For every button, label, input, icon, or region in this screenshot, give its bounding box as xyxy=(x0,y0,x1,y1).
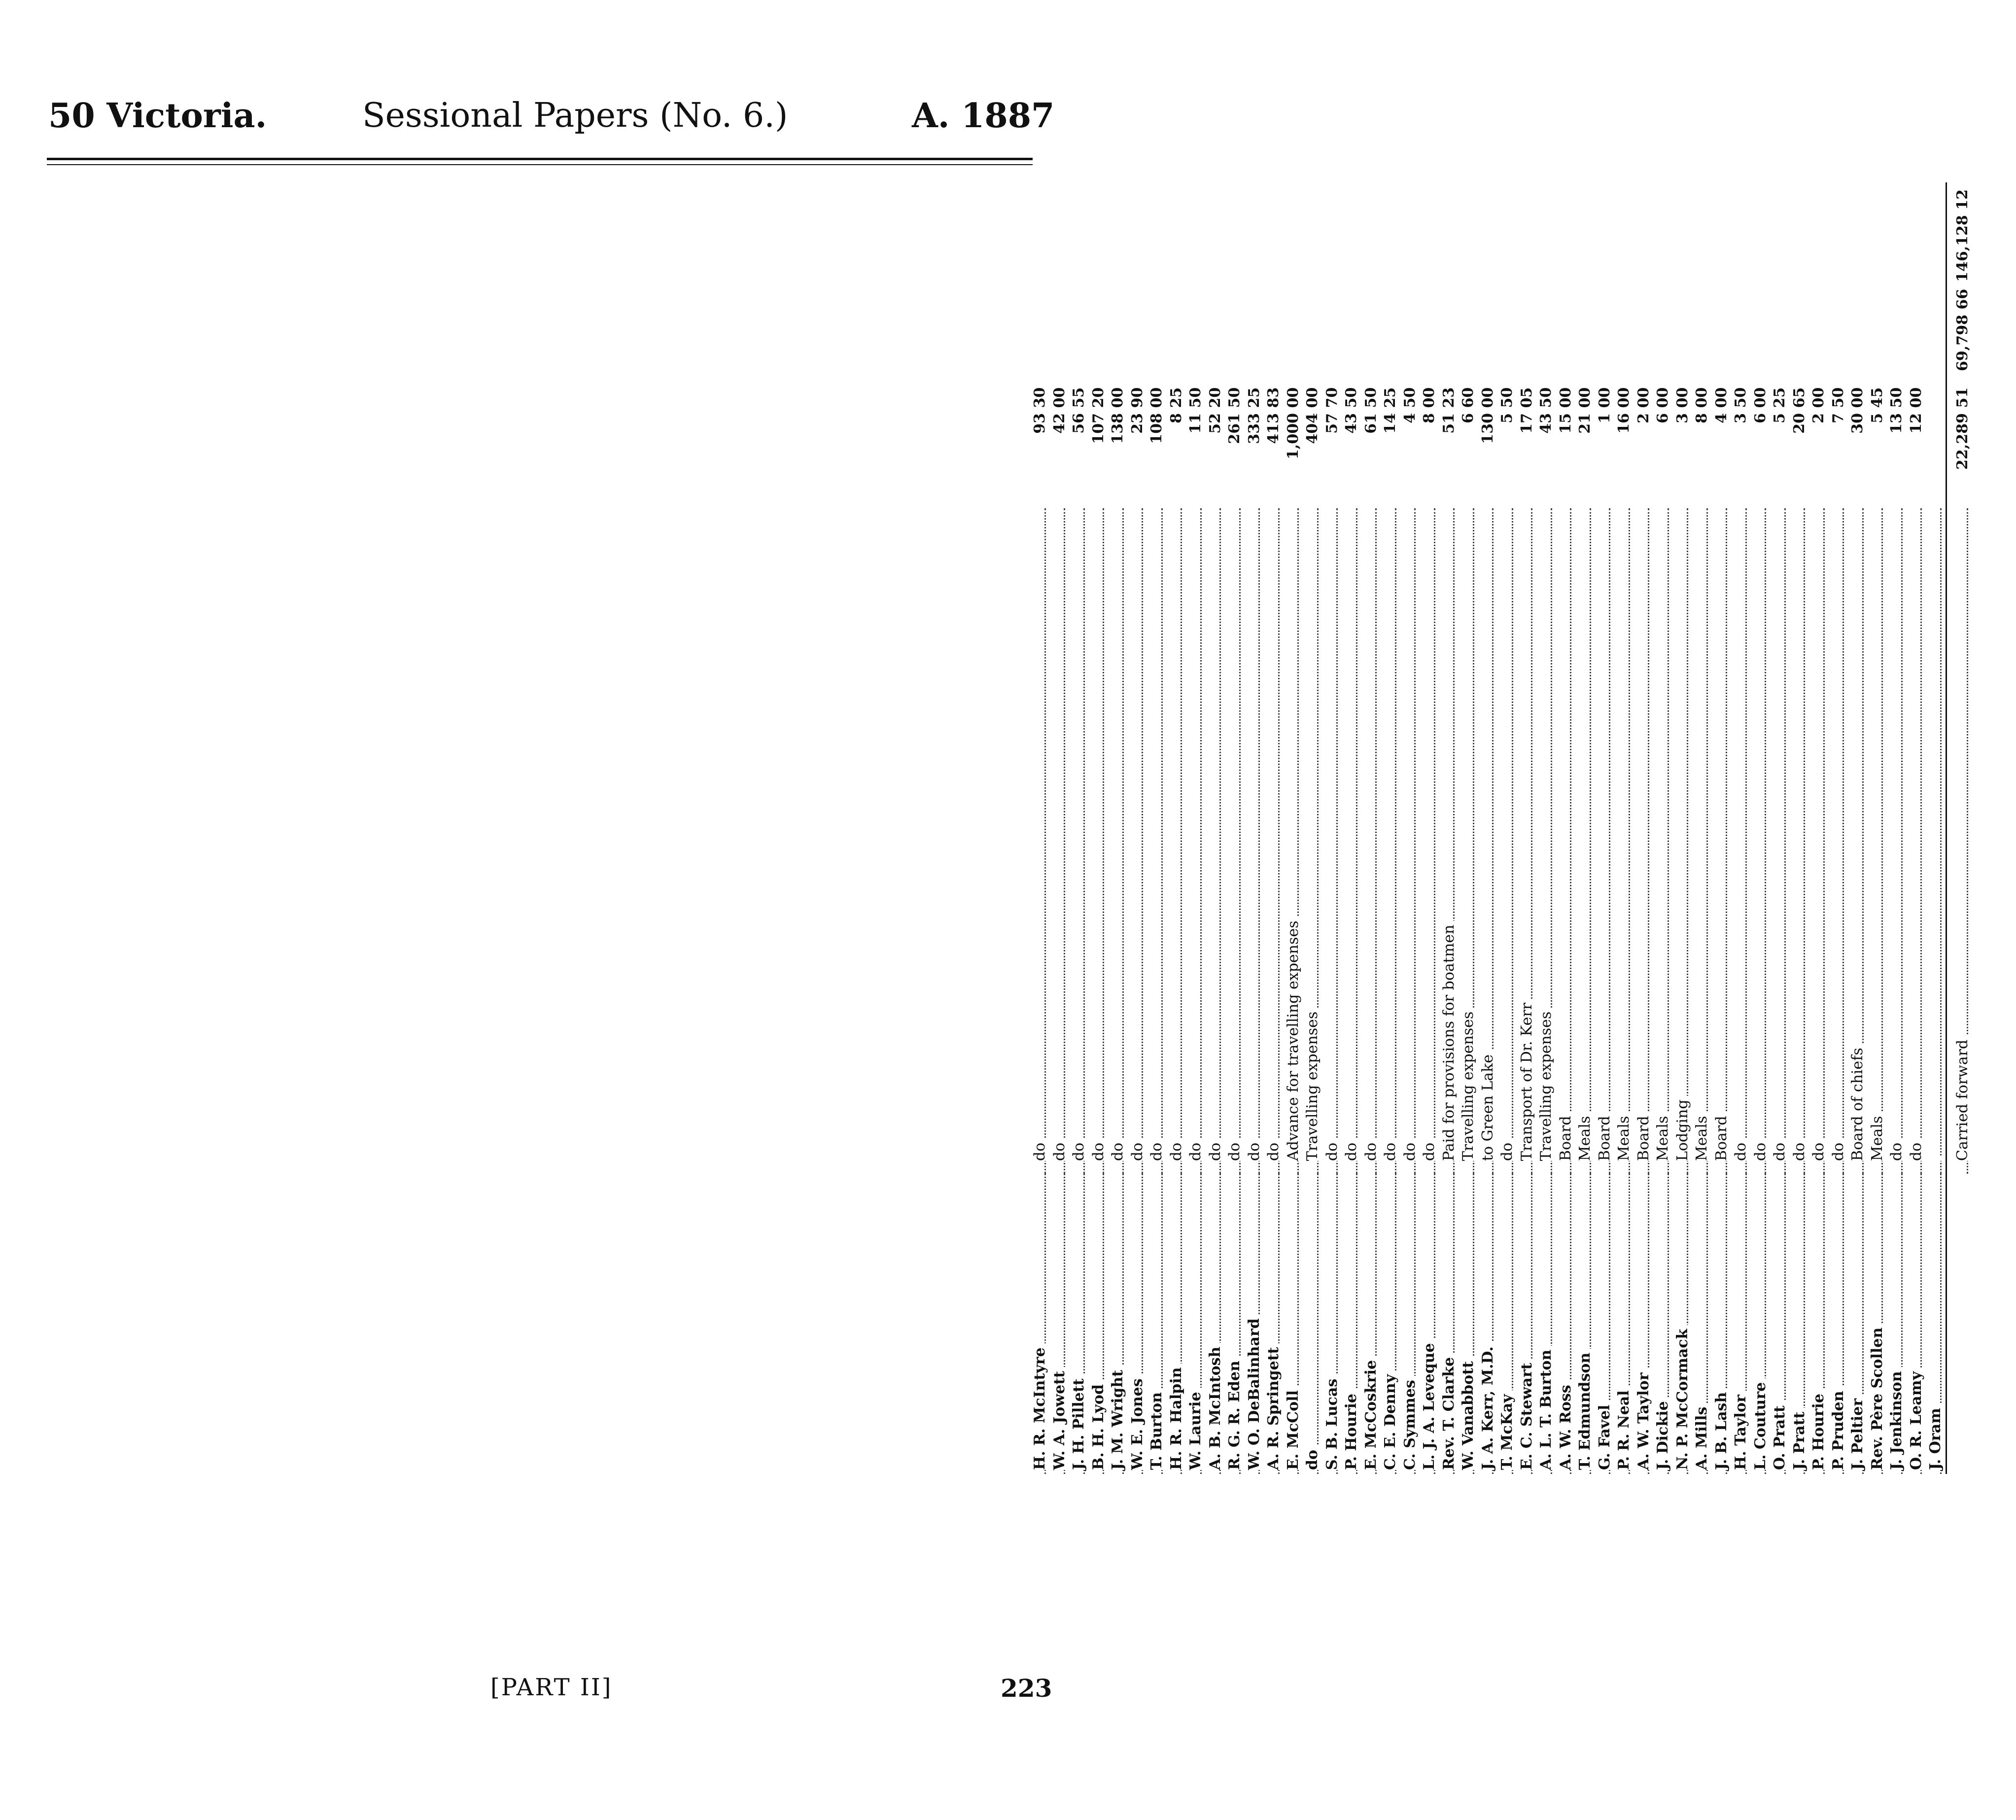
payee-name: E. C. Stewart xyxy=(1518,1359,1535,1470)
payee-cell xyxy=(1497,1174,1517,1474)
totals-amount: 22,289 51 xyxy=(1946,380,1972,508)
description-cell xyxy=(1284,508,1303,1174)
description: Board xyxy=(1713,1112,1730,1161)
payee-name: W. A. Jowett xyxy=(1051,1367,1068,1470)
description: to Green Lake xyxy=(1479,1050,1496,1161)
description: do xyxy=(1401,1139,1419,1161)
table-row xyxy=(1595,182,1615,1474)
payee-cell xyxy=(1128,1174,1147,1474)
payee-cell xyxy=(1167,1174,1186,1474)
totals-label-cell xyxy=(1946,508,1972,1174)
table-row xyxy=(1653,182,1673,1474)
description: Board xyxy=(1596,1112,1613,1161)
description: Paid for provisions for boatmen xyxy=(1440,921,1458,1161)
description-cell xyxy=(1556,508,1576,1174)
description: Meals xyxy=(1576,1112,1594,1161)
table-row xyxy=(1167,182,1186,1474)
expense-rows xyxy=(1030,182,1946,1474)
payee-name: C. Symmes xyxy=(1401,1376,1419,1470)
amount: 43 50 xyxy=(1537,387,1555,434)
payee-cell xyxy=(1751,1174,1771,1474)
description: do xyxy=(1498,1139,1516,1161)
payee-name: W. Laurie xyxy=(1187,1388,1204,1470)
payee-name: R. G. R. Eden xyxy=(1226,1357,1243,1470)
description-cell xyxy=(1653,508,1673,1174)
payee-cell xyxy=(1245,1174,1264,1474)
payee-cell xyxy=(1206,1174,1225,1474)
description xyxy=(1927,1157,1944,1161)
payee-name: J. Oram xyxy=(1927,1404,1944,1470)
description-cell xyxy=(1848,508,1868,1174)
amount: 3 00 xyxy=(1673,387,1691,423)
description: do xyxy=(1810,1139,1827,1161)
description: Board xyxy=(1635,1112,1652,1161)
amount: 261 50 xyxy=(1226,387,1243,444)
amount: 51 23 xyxy=(1440,387,1458,434)
amount: 8 25 xyxy=(1167,387,1185,423)
description: Meals xyxy=(1654,1112,1671,1161)
description: do xyxy=(1732,1139,1749,1161)
payee-cell xyxy=(1673,1174,1693,1474)
table-row xyxy=(1108,182,1128,1474)
payee-cell xyxy=(1420,1174,1439,1474)
payee-cell xyxy=(1147,1174,1167,1474)
table-row xyxy=(1225,182,1245,1474)
description: do xyxy=(1226,1139,1243,1161)
amount: 138 00 xyxy=(1109,387,1126,444)
payee-name: G. Favel xyxy=(1596,1401,1613,1470)
amount: 1,000 00 xyxy=(1284,387,1302,459)
description: do xyxy=(1830,1139,1847,1161)
header-left: 50 Victoria. xyxy=(48,96,267,136)
table-row xyxy=(1790,182,1809,1474)
payee-name: T. Edmundson xyxy=(1576,1349,1594,1470)
description: do xyxy=(1382,1139,1399,1161)
payee-name: J. H. Pillett xyxy=(1070,1374,1087,1470)
description-cell xyxy=(1342,508,1361,1174)
payee-cell xyxy=(1692,1174,1712,1474)
description-cell xyxy=(1575,508,1595,1174)
totals-row xyxy=(1946,182,1972,1474)
description: Travelling expenses xyxy=(1304,1008,1321,1161)
table-row xyxy=(1712,182,1732,1474)
payee-cell xyxy=(1069,1174,1089,1474)
description: do xyxy=(1343,1139,1360,1161)
amount: 108 00 xyxy=(1148,387,1165,444)
amount: 23 90 xyxy=(1128,387,1146,434)
payee-name: O. Pratt xyxy=(1771,1401,1788,1470)
payee-name: P. Hourie xyxy=(1343,1390,1360,1470)
amount: 5 50 xyxy=(1498,387,1516,423)
description: Board of chiefs xyxy=(1849,1044,1866,1161)
payee-name: J. Dickie xyxy=(1654,1397,1671,1470)
amount: 413 83 xyxy=(1265,387,1282,444)
description: do xyxy=(1771,1139,1788,1161)
table-row xyxy=(1206,182,1225,1474)
payee-cell xyxy=(1770,1174,1790,1474)
amount: 2 00 xyxy=(1810,387,1827,423)
table-row xyxy=(1868,182,1887,1474)
description-cell xyxy=(1829,508,1848,1174)
payee-cell xyxy=(1361,1174,1381,1474)
description-cell xyxy=(1089,508,1109,1174)
payee-cell xyxy=(1926,1174,1946,1474)
payee-name: L. Couture xyxy=(1752,1378,1769,1470)
amount: 57 70 xyxy=(1323,387,1341,434)
payee-name: H. R. McIntyre xyxy=(1031,1343,1048,1470)
payee-cell xyxy=(1342,1174,1361,1474)
table-row xyxy=(1322,182,1342,1474)
table-row xyxy=(1634,182,1654,1474)
table-row xyxy=(1069,182,1089,1474)
description-cell xyxy=(1614,508,1634,1174)
amount: 404 00 xyxy=(1304,387,1321,444)
payee-name: J. A. Kerr, M.D. xyxy=(1479,1342,1496,1470)
payee-cell xyxy=(1284,1174,1303,1474)
description-cell xyxy=(1381,508,1400,1174)
description-cell xyxy=(1030,508,1050,1174)
amount: 4 50 xyxy=(1401,387,1419,423)
table-row xyxy=(1770,182,1790,1474)
table-row xyxy=(1050,182,1070,1474)
payee-cell xyxy=(1614,1174,1634,1474)
amount: 5 45 xyxy=(1868,387,1886,423)
payee-cell xyxy=(1731,1174,1751,1474)
amount: 130 00 xyxy=(1479,387,1496,444)
payee-cell xyxy=(1907,1174,1926,1474)
table-row xyxy=(1478,182,1498,1474)
table-row xyxy=(1030,182,1050,1474)
amount: 13 50 xyxy=(1888,387,1905,434)
payee-name: H. Taylor xyxy=(1732,1391,1749,1470)
description: do xyxy=(1265,1139,1282,1161)
payee-name: J. Peltier xyxy=(1849,1395,1866,1470)
description-cell xyxy=(1790,508,1809,1174)
description: Advance for travelling expenses xyxy=(1285,917,1302,1161)
description-cell xyxy=(1595,508,1615,1174)
description-cell xyxy=(1692,508,1712,1174)
payee-name: W. E. Jones xyxy=(1129,1374,1146,1470)
description-cell xyxy=(1439,508,1459,1174)
payee-name: C. E. Denny xyxy=(1382,1370,1399,1470)
table-row xyxy=(1439,182,1459,1474)
header-rule-top xyxy=(47,158,1033,160)
table-row xyxy=(1614,182,1634,1474)
amount: 42 00 xyxy=(1050,387,1068,434)
amount: 8 00 xyxy=(1693,387,1710,423)
payee-name: A. W. Taylor xyxy=(1635,1368,1652,1470)
payee-name: A. B. McIntosh xyxy=(1207,1343,1224,1470)
description-cell xyxy=(1069,508,1089,1174)
description: do xyxy=(1246,1139,1263,1161)
amount: 1 00 xyxy=(1596,387,1613,423)
table-row xyxy=(1497,182,1517,1474)
amount xyxy=(1926,380,1946,508)
payee-cell xyxy=(1536,1174,1556,1474)
table-row xyxy=(1692,182,1712,1474)
payee-cell xyxy=(1887,1174,1907,1474)
description: do xyxy=(1109,1139,1126,1161)
payee-cell xyxy=(1575,1174,1595,1474)
description: do xyxy=(1791,1139,1808,1161)
amount: 15 00 xyxy=(1557,387,1574,434)
description-cell xyxy=(1517,508,1537,1174)
payee-cell xyxy=(1712,1174,1732,1474)
description: do xyxy=(1752,1139,1769,1161)
payee-name: T. McKay xyxy=(1498,1390,1516,1470)
description-cell xyxy=(1536,508,1556,1174)
amount: 5 25 xyxy=(1771,387,1788,423)
payee-name: O. R. Leamy xyxy=(1908,1367,1925,1470)
description-cell xyxy=(1186,508,1206,1174)
table-row xyxy=(1536,182,1556,1474)
rotated-table-container xyxy=(1030,182,2016,1474)
payee-name: H. R. Halpin xyxy=(1168,1364,1185,1470)
payee-cell xyxy=(1556,1174,1576,1474)
description: Travelling expenses xyxy=(1460,1008,1477,1161)
table-row xyxy=(1400,182,1420,1474)
payee-cell xyxy=(1400,1174,1420,1474)
description-cell xyxy=(1751,508,1771,1174)
table-row xyxy=(1342,182,1361,1474)
amount: 16 00 xyxy=(1615,387,1633,434)
amount: 2 00 xyxy=(1634,387,1652,423)
description: do xyxy=(1362,1139,1380,1161)
description-cell xyxy=(1459,508,1478,1174)
payee-name: J. Pratt xyxy=(1791,1408,1808,1470)
payee-name: E. McColl xyxy=(1285,1386,1302,1470)
description: do xyxy=(1051,1139,1068,1161)
description-cell xyxy=(1809,508,1829,1174)
table-row xyxy=(1556,182,1576,1474)
description: do xyxy=(1070,1139,1087,1161)
amount: 43 50 xyxy=(1343,387,1360,434)
table-row xyxy=(1147,182,1167,1474)
description-cell xyxy=(1400,508,1420,1174)
description-cell xyxy=(1206,508,1225,1174)
payee-name: T. Burton xyxy=(1148,1388,1165,1470)
table-row xyxy=(1284,182,1303,1474)
header-title: Sessional Papers (No. 6.) xyxy=(362,96,788,135)
payee-name: J. B. Lash xyxy=(1713,1388,1730,1470)
amount: 61 50 xyxy=(1362,387,1380,434)
payee-cell xyxy=(1459,1174,1478,1474)
description-cell xyxy=(1887,508,1907,1174)
payee-name: W. O. DeBalinhard xyxy=(1246,1314,1263,1470)
description-cell xyxy=(1167,508,1186,1174)
description: do xyxy=(1031,1139,1048,1161)
amount: 6 60 xyxy=(1460,387,1477,423)
totals-col2: 69,798 66 xyxy=(1946,282,1972,380)
payee-name: P. R. Neal xyxy=(1615,1386,1633,1470)
payee-name: A. Mills xyxy=(1693,1403,1710,1470)
amount: 93 30 xyxy=(1031,387,1048,434)
payee-cell xyxy=(1381,1174,1400,1474)
payee-cell xyxy=(1303,1174,1322,1474)
amount: 20 65 xyxy=(1790,387,1808,434)
amount: 30 00 xyxy=(1849,387,1866,434)
table-row xyxy=(1264,182,1284,1474)
payee-name: B. H. Lyod xyxy=(1090,1380,1107,1470)
page-number: 223 xyxy=(1001,1674,1052,1703)
description-cell xyxy=(1245,508,1264,1174)
payee-name: A. W. Ross xyxy=(1557,1381,1574,1470)
amount: 333 25 xyxy=(1245,387,1263,444)
payee-cell xyxy=(1868,1174,1887,1474)
amount: 8 00 xyxy=(1421,387,1438,423)
description-cell xyxy=(1108,508,1128,1174)
description-cell xyxy=(1907,508,1926,1174)
payee-name: Rev. T. Clarke xyxy=(1440,1353,1458,1470)
totals-label: Carried forward xyxy=(1954,1036,1971,1161)
description-cell xyxy=(1868,508,1887,1174)
payee-name: E. McCoskrie xyxy=(1362,1356,1380,1470)
amount: 7 50 xyxy=(1829,387,1847,423)
payee-name: W. Vanabbott xyxy=(1460,1357,1477,1470)
payee-cell xyxy=(1478,1174,1498,1474)
description-cell xyxy=(1497,508,1517,1174)
table-row xyxy=(1517,182,1537,1474)
header-year: A. 1887 xyxy=(912,96,1055,136)
amount: 3 50 xyxy=(1732,387,1749,423)
payee-cell xyxy=(1829,1174,1848,1474)
table-row xyxy=(1887,182,1907,1474)
description: Board xyxy=(1557,1112,1574,1161)
payee-cell xyxy=(1186,1174,1206,1474)
table-row xyxy=(1673,182,1693,1474)
table-row xyxy=(1303,182,1322,1474)
payee-cell xyxy=(1050,1174,1070,1474)
description-cell xyxy=(1673,508,1693,1174)
amount: 17 05 xyxy=(1518,387,1535,434)
description: Travelling expenses xyxy=(1537,1008,1555,1161)
table-row xyxy=(1361,182,1381,1474)
description: do xyxy=(1187,1139,1204,1161)
payee-cell xyxy=(1439,1174,1459,1474)
payee-cell xyxy=(1595,1174,1615,1474)
table-row xyxy=(1751,182,1771,1474)
payee-name: A. R. Springett xyxy=(1265,1343,1282,1470)
payee-name: P. Pruden xyxy=(1830,1387,1847,1470)
payee-name: A. L. T. Burton xyxy=(1537,1346,1555,1470)
table-row xyxy=(1731,182,1751,1474)
amount: 56 55 xyxy=(1070,387,1087,434)
description: Meals xyxy=(1693,1112,1710,1161)
description-cell xyxy=(1050,508,1070,1174)
payee-cell xyxy=(1517,1174,1537,1474)
amount: 11 50 xyxy=(1187,387,1204,434)
payee-cell xyxy=(1809,1174,1829,1474)
description: do xyxy=(1323,1139,1341,1161)
header-rule-bottom xyxy=(47,164,1033,165)
payee-name: do xyxy=(1304,1446,1321,1470)
amount: 4 00 xyxy=(1712,387,1730,423)
description-cell xyxy=(1712,508,1732,1174)
table-row xyxy=(1907,182,1926,1474)
payee-cell xyxy=(1790,1174,1809,1474)
amount: 12 00 xyxy=(1907,387,1925,434)
description: Meals xyxy=(1869,1112,1886,1161)
description: do xyxy=(1090,1139,1107,1161)
description-cell xyxy=(1361,508,1381,1174)
description-cell xyxy=(1225,508,1245,1174)
payee-name: S. B. Lucas xyxy=(1323,1375,1341,1470)
description-cell xyxy=(1264,508,1284,1174)
amount: 21 00 xyxy=(1576,387,1594,434)
table-row xyxy=(1848,182,1868,1474)
payee-cell xyxy=(1653,1174,1673,1474)
description: Transport of Dr. Kerr xyxy=(1518,999,1535,1161)
description: do xyxy=(1908,1139,1925,1161)
description-cell xyxy=(1770,508,1790,1174)
payee-cell xyxy=(1030,1174,1050,1474)
description-cell xyxy=(1322,508,1342,1174)
payee-name: Rev. Père Scollen xyxy=(1869,1324,1886,1470)
table-row xyxy=(1186,182,1206,1474)
description: Meals xyxy=(1615,1112,1633,1161)
description-cell xyxy=(1478,508,1498,1174)
table-row xyxy=(1926,182,1946,1474)
description: do xyxy=(1207,1139,1224,1161)
description: do xyxy=(1888,1139,1905,1161)
payee-cell xyxy=(1322,1174,1342,1474)
payee-cell xyxy=(1848,1174,1868,1474)
amount: 107 20 xyxy=(1089,387,1107,444)
table-row xyxy=(1128,182,1147,1474)
description: do xyxy=(1148,1139,1165,1161)
payee-name: L. J. A. Leveque xyxy=(1421,1339,1438,1470)
description: Lodging xyxy=(1674,1096,1691,1161)
table-row xyxy=(1809,182,1829,1474)
amount: 14 25 xyxy=(1382,387,1399,434)
payee-name: N. P. McCormack xyxy=(1674,1325,1691,1470)
description: do xyxy=(1421,1139,1438,1161)
description-cell xyxy=(1420,508,1439,1174)
totals-col3: 146,128 12 xyxy=(1946,182,1972,282)
table-row xyxy=(1245,182,1264,1474)
amount: 6 00 xyxy=(1751,387,1769,423)
expense-table xyxy=(1030,182,1972,1474)
table-row xyxy=(1089,182,1109,1474)
description-cell xyxy=(1926,508,1946,1174)
table-row xyxy=(1829,182,1848,1474)
description-cell xyxy=(1634,508,1654,1174)
payee-cell xyxy=(1225,1174,1245,1474)
table-row xyxy=(1381,182,1400,1474)
payee-cell xyxy=(1089,1174,1109,1474)
payee-cell xyxy=(1108,1174,1128,1474)
table-row xyxy=(1459,182,1478,1474)
payee-name: P. Hourie xyxy=(1810,1390,1827,1470)
description-cell xyxy=(1128,508,1147,1174)
footer-part: [PART II] xyxy=(490,1674,613,1701)
table-row xyxy=(1420,182,1439,1474)
description: do xyxy=(1168,1139,1185,1161)
table-row xyxy=(1575,182,1595,1474)
description-cell xyxy=(1147,508,1167,1174)
payee-name: J. Jenkinson xyxy=(1888,1367,1905,1470)
payee-cell xyxy=(1264,1174,1284,1474)
description-cell xyxy=(1303,508,1322,1174)
description-cell xyxy=(1731,508,1751,1174)
payee-name: J. M. Wright xyxy=(1109,1366,1126,1470)
description: do xyxy=(1129,1139,1146,1161)
payee-cell xyxy=(1634,1174,1654,1474)
amount: 6 00 xyxy=(1654,387,1671,423)
amount: 52 20 xyxy=(1206,387,1224,434)
